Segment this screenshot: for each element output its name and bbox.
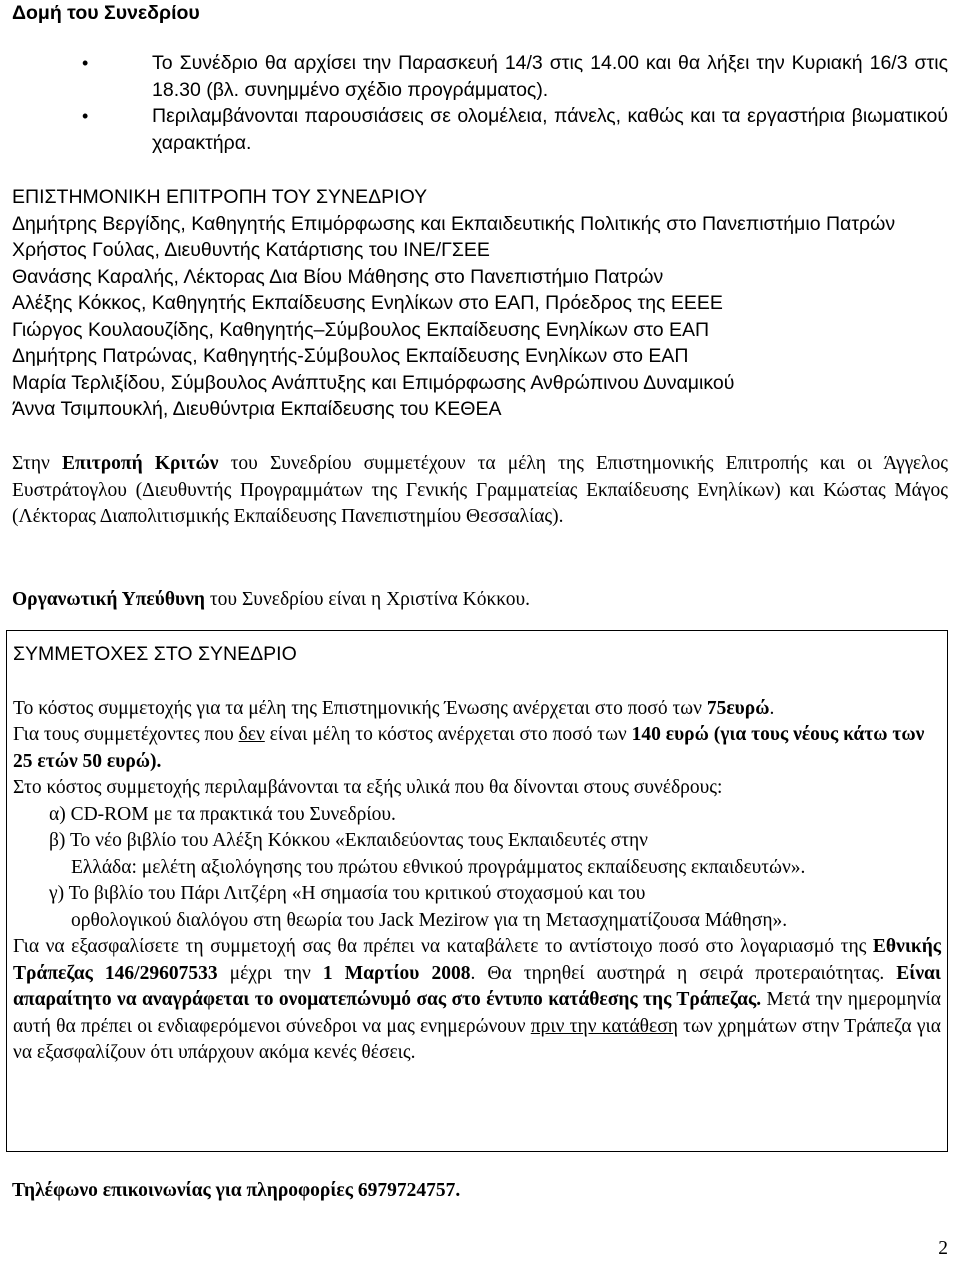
committee-member: Χρήστος Γούλας, Διευθυντής Κατάρτισης του ΙΝΕ/ΓΣΕΕ bbox=[12, 239, 490, 261]
members-fee-line: Το κόστος συμμετοχής για τα μέλη της Επιστημονικής Ένωσης ανέρχεται στο ποσό των 75ευρώ. bbox=[13, 697, 775, 719]
committee-member: Δημήτρης Βεργίδης, Καθηγητής Επιμόρφωσης και Εκπαιδευτικής Πολιτικής στο Πανεπιστήμιο Πατρών bbox=[12, 212, 896, 235]
bullet-icon bbox=[82, 103, 152, 130]
bullet-icon bbox=[82, 50, 152, 77]
committee-member: Αλέξης Κόκκος, Καθηγητής Εκπαίδευσης Ενηλίκων στο ΕΑΠ, Πρόεδρος της ΕΕΕΕ bbox=[12, 292, 723, 314]
committee-member: Θανάσης Καραλής, Λέκτορας Δια Βίου Μάθησης στο Πανεπιστήμιο Πατρών bbox=[12, 265, 664, 288]
contact-line: Τηλέφωνο επικοινωνίας για πληροφορίες 6979724757. bbox=[12, 1180, 461, 1201]
nonmembers-fee: 140 ευρώ (για τους νέους κάτω των 25 ετών 50 ευρώ). bbox=[13, 724, 925, 772]
participation-box bbox=[6, 630, 948, 1152]
members-fee: 75ευρώ bbox=[706, 697, 770, 719]
payment-note: Είναι απαραίτητο να αναγράφεται το ονοματεπώνυμό σας στο έντυπο κατάθεσης της Τράπεζας. bbox=[13, 962, 941, 1010]
judges-committee-paragraph: Στην Επιτροπή Κριτών του Συνεδρίου συμμετέχουν τα μέλη της Επιστημονικής Επιτροπής και οι Άγγελος Ευστράτογλου (Διευθυντής Προγραμμάτων της Γενικής Γραμματείας Εκπαίδευσης Ενηλίκων) και Κώστας Μάγος (Λέκτορας Διαπολιτισμικής Εκπαίδευσης Πανεπιστημίου Θεσσαλίας). bbox=[12, 453, 948, 527]
committee-member: Μαρία Τερλιξίδου, Σύμβουλος Ανάπτυξης και Επιμόρφωσης Ανθρώπινου Δυναμικού bbox=[12, 371, 735, 394]
committee-member: Άννα Τσιμπουκλή, Διευθύντρια Εκπαίδευσης του ΚΕΘΕΑ bbox=[12, 398, 502, 420]
section-heading: Δομή του Συνεδρίου bbox=[12, 2, 200, 24]
material-item: α) CD-ROM με τα πρακτικά του Συνεδρίου. bbox=[49, 803, 396, 825]
judges-committee-label: Επιτροπή Κριτών bbox=[62, 453, 219, 474]
participation-title: ΣΥΜΜΕΤΟΧΕΣ ΣΤΟ ΣΥΝΕΔΡΙΟ bbox=[13, 643, 297, 665]
material-item-continued: Ελλάδα: μελέτη αξιολόγησης του πρώτου εθνικού προγράμματος εκπαίδευσης εκπαιδευτών». bbox=[71, 856, 806, 878]
material-item: β) Το νέο βιβλίο του Αλέξη Κόκκου «Εκπαιδεύοντας τους Εκπαιδευτές στην bbox=[49, 830, 648, 851]
scientific-committee bbox=[12, 184, 948, 423]
list-item: •Το Συνέδριο θα αρχίσει την Παρασκευή 14/3 στις 14.00 και θα λήξει την Κυριακή 16/3 στις 18.30 (βλ. συνημμένο σχέδιο προγράμματος). bbox=[82, 50, 948, 103]
page-number: 2 bbox=[938, 1238, 948, 1259]
material-item-continued: ορθολογικού διαλόγου στη θεωρία του Jack Mezirow για τη Μετασχηματίζουσα Μάθηση». bbox=[71, 909, 788, 931]
committee-member: Γιώργος Κουλαουζίδης, Καθηγητής–Σύμβουλος Εκπαίδευσης Ενηλίκων στο ΕΑΠ bbox=[12, 318, 710, 341]
material-item: γ) Το βιβλίο του Πάρι Λιτζέρη «Η σημασία του κριτικού στοχασμού και του bbox=[49, 883, 646, 904]
structure-bullet-list bbox=[82, 50, 948, 156]
includes-intro: Στο κόστος συμμετοχής περιλαμβάνονται τα εξής υλικά που θα δίνονται στους συνέδρους: bbox=[13, 777, 723, 798]
organizer-label: Οργανωτική Υπεύθυνη bbox=[12, 589, 205, 610]
bank-account: Εθνικής Τράπεζας 146/29607533 bbox=[13, 936, 941, 984]
committee-member: Δημήτρης Πατρώνας, Καθηγητής-Σύμβουλος Εκπαίδευσης Ενηλίκων στο ΕΑΠ bbox=[12, 345, 689, 367]
committee-title: ΕΠΙΣΤΗΜΟΝΙΚΗ ΕΠΙΤΡΟΠΗ ΤΟΥ ΣΥΝΕΔΡΙΟΥ bbox=[12, 186, 428, 208]
payment-paragraph: Για να εξασφαλίσετε τη συμμετοχή σας θα πρέπει να καταβάλετε το αντίστοιχο ποσό στο λογαριασμό της Εθνικής Τράπεζας 146/29607533 μέχρι την 1 Μαρτίου 2008. Θα τηρηθεί αυστηρά η σειρά προτεραιότητας. Είναι απαραίτητο να αναγράφεται το ονοματεπώνυμό σας στο έντυπο κατάθεσης της Τράπεζας. Μετά την ημερομηνία αυτή θα πρέπει οι ενδιαφερόμενοι σύνεδροι να μας ενημερώνουν πριν την κατάθεση των χρημάτων στην Τράπεζα για να εξασφαλίζουν ότι υπάρχουν ακόμα κενές θέσεις. bbox=[13, 936, 942, 1063]
nonmembers-fee-line: Για τους συμμετέχοντες που δεν είναι μέλη το κόστος ανέρχεται στο ποσό των 140 ευρώ (για τους νέους κάτω των 25 ετών 50 ευρώ). bbox=[13, 724, 925, 772]
list-item: •Περιλαμβάνονται παρουσιάσεις σε ολομέλεια, πάνελς, καθώς και τα εργαστήρια βιωματικού χαρακτήρα. bbox=[82, 103, 948, 156]
organizer-line: Οργανωτική Υπεύθυνη του Συνεδρίου είναι η Χριστίνα Κόκκου. bbox=[12, 589, 530, 610]
payment-deadline: 1 Μαρτίου 2008 bbox=[322, 962, 471, 984]
